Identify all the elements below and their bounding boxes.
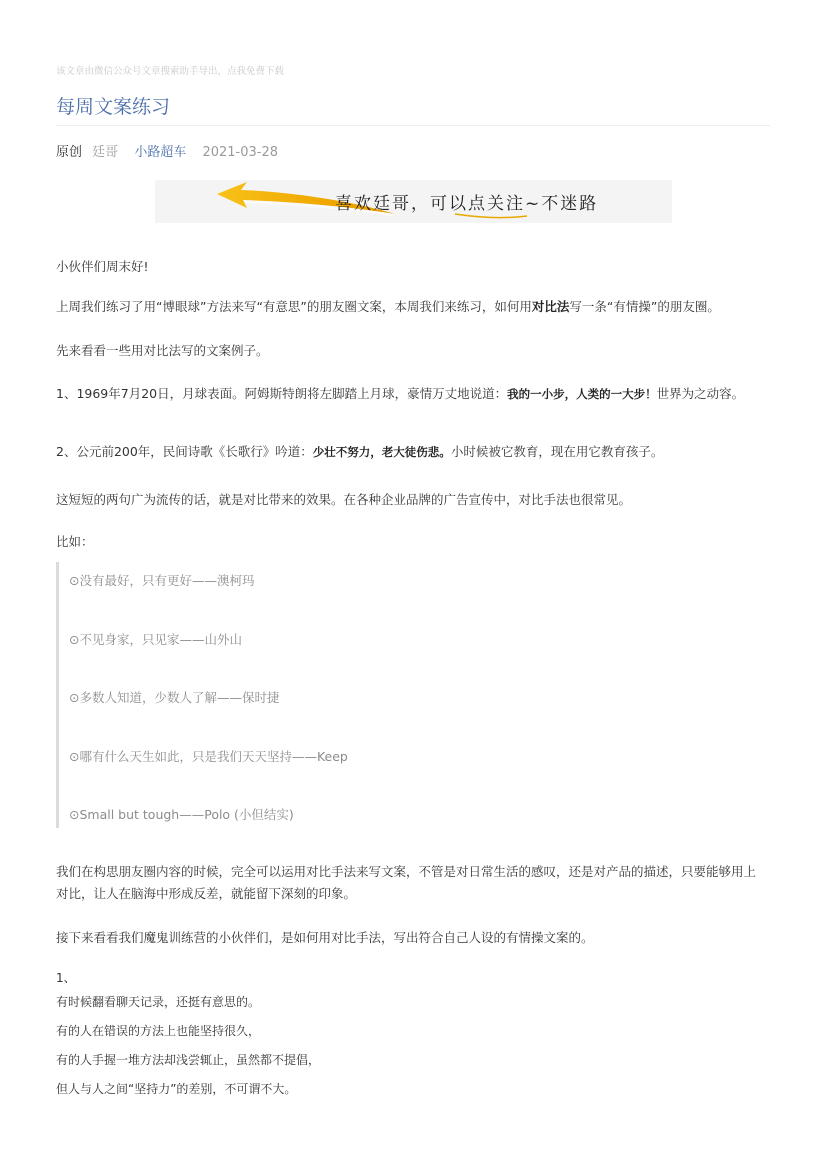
effect-paragraph: 这短短的两句广为流传的话，就是对比带来的效果。在各种企业品牌的广告宣传中，对比手法也很常见。 bbox=[56, 492, 632, 507]
quote-item: ⊙Small but tough——Polo (小但结实) bbox=[69, 807, 294, 822]
title-divider bbox=[56, 125, 770, 126]
example-2 bbox=[56, 442, 663, 460]
article-meta bbox=[56, 141, 278, 160]
publish-date: 2021-03-28 bbox=[202, 145, 279, 160]
intro-bold-term: 对比法 bbox=[531, 299, 570, 314]
case-line: 有的人手握一堆方法却浅尝辄止，虽然都不提倡， bbox=[56, 1053, 321, 1067]
long-paragraph: 我们在构思朋友圈内容的时候，完全可以运用对比手法来写文案，不管是对日常生活的感叹，还是对产品的描述，只要能够用上对比，让人在脑海中形成反差，就能留下深刻的印象。 bbox=[56, 864, 757, 901]
case-line: 有时候翻看聊天记录，还挺有意思的。 bbox=[56, 995, 261, 1009]
intro-paragraph bbox=[56, 297, 720, 315]
case-line: 但人与人之间“坚持力”的差别，不可谓不大。 bbox=[56, 1082, 297, 1096]
case-number: 1、 bbox=[56, 971, 76, 985]
greeting-paragraph: 小伙伴们周末好! bbox=[56, 259, 149, 274]
article-title: 每周文案练习 bbox=[56, 96, 171, 118]
original-tag: 原创 bbox=[56, 145, 83, 160]
banner-text: 喜欢廷哥，可以点关注~不迷路 bbox=[335, 194, 599, 214]
example-2-pre: 2、公元前200年，民间诗歌《长歌行》吟道： bbox=[56, 444, 313, 459]
quote-item: ⊙哪有什么天生如此，只是我们天天坚持——Keep bbox=[69, 749, 348, 764]
ad-slogan-quote bbox=[56, 562, 769, 828]
quote-item: ⊙不见身家，只见家——山外山 bbox=[69, 632, 242, 647]
quote-item: ⊙多数人知道，少数人了解——保时捷 bbox=[69, 690, 280, 705]
account-name-link[interactable]: 小路超车 bbox=[134, 145, 187, 160]
next-lead-paragraph: 接下来看看我们魔鬼训练营的小伙伴们，是如何用对比手法，写出符合自己人设的有情操文案的。 bbox=[56, 930, 594, 945]
intro-text-post: 写一条“有情操”的朋友圈。 bbox=[569, 299, 720, 314]
intro-text-pre: 上周我们练习了用“博眼球”方法来写“有意思”的朋友圈文案，本周我们来练习，如何用 bbox=[56, 299, 532, 314]
example-2-post: 小时候被它教育，现在用它教育孩子。 bbox=[450, 444, 664, 459]
follow-banner bbox=[155, 180, 672, 223]
example-2-bold: 少壮不努力，老大徒伤悲。 bbox=[312, 445, 451, 459]
example-1-post: 世界为之动容。 bbox=[656, 386, 745, 401]
example-1 bbox=[56, 384, 744, 402]
author-name: 廷哥 bbox=[92, 145, 119, 160]
examples-lead: 先来看看一些用对比法写的文案例子。 bbox=[56, 343, 269, 358]
quote-item: ⊙没有最好，只有更好——澳柯玛 bbox=[69, 573, 255, 588]
export-note-link[interactable]: 该文章由微信公众号文章搜索助手导出，点我免费下载 bbox=[56, 66, 285, 77]
example-1-bold: 我的一小步，人类的一大步！ bbox=[507, 387, 657, 401]
example-1-pre: 1、1969年7月20日，月球表面。阿姆斯特朗将左脚踏上月球，豪情万丈地说道： bbox=[56, 386, 508, 401]
for-example-label: 比如： bbox=[56, 534, 94, 549]
case-line: 有的人在错误的方法上也能坚持很久， bbox=[56, 1024, 261, 1038]
